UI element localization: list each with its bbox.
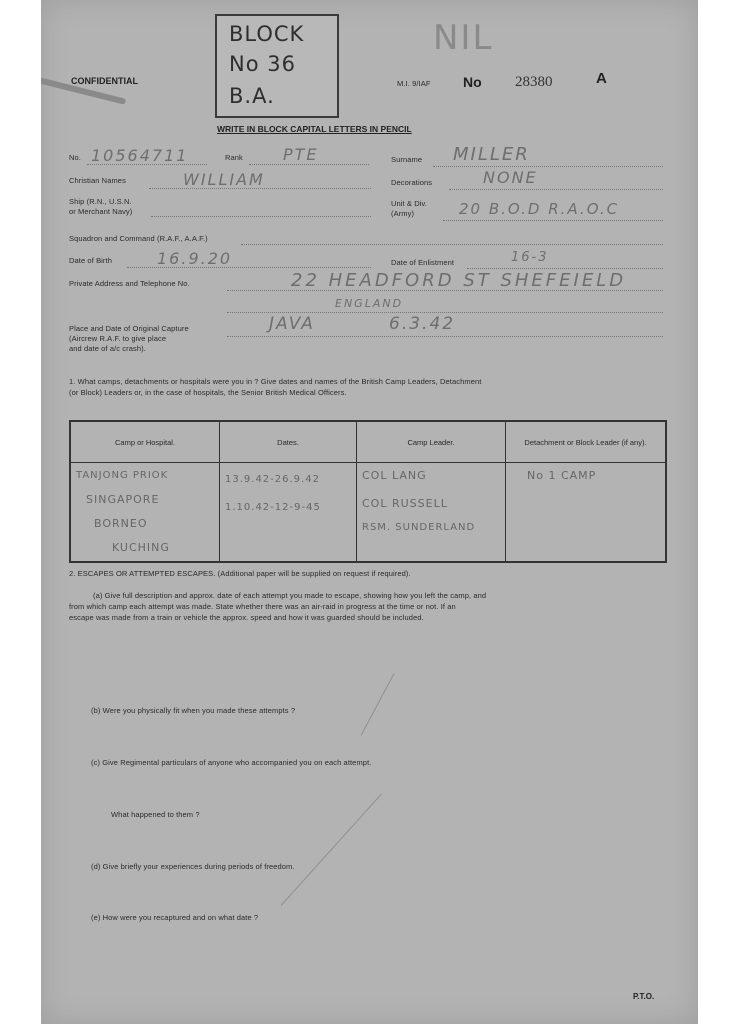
service-number-value: 10564711 — [91, 146, 189, 165]
stamp-line-3: B.A. — [229, 84, 275, 108]
question-2a-line2: from which camp each attempt was made. State whether there was an air-raid in progress at the time or not. If an — [69, 602, 456, 611]
rank-value: PTE — [283, 145, 319, 164]
ship-label-2: or Merchant Navy) — [69, 207, 133, 216]
question-1-line2: (or Block) Leaders or, in the case of hospitals, the Senior British Medical Officers. — [69, 388, 347, 397]
pencil-stroke — [281, 794, 382, 906]
squadron-label: Squadron and Command (R.A.F., A.A.F.) — [69, 234, 208, 243]
capture-label-3: and date of a/c crash). — [69, 344, 146, 353]
capture-label-1: Place and Date of Original Capture — [69, 324, 189, 333]
pencil-stroke — [361, 673, 395, 735]
pencil-instruction: WRITE IN BLOCK CAPITAL LETTERS IN PENCIL — [217, 124, 412, 134]
header-camp: Camp or Hospital. — [70, 421, 220, 463]
address-value-line1: 22 HEADFORD ST SHEFEIELD — [291, 270, 627, 291]
address-label: Private Address and Telephone No. — [69, 279, 190, 288]
camp-table — [69, 420, 667, 563]
question-2-heading: 2. ESCAPES OR ATTEMPTED ESCAPES. (Additional paper will be supplied on request if required). — [69, 569, 411, 578]
question-2c: (c) Give Regimental particulars of anyone who accompanied you on each attempt. — [91, 758, 372, 767]
camp-cell: TANJONG PRIOK SINGAPORE BORNEO KUCHING — [70, 463, 220, 563]
question-2c-sub: What happened to them ? — [111, 810, 200, 819]
stamp-line-1: BLOCK — [229, 22, 305, 46]
header-dates: Dates. — [220, 421, 357, 463]
leader-cell: COL LANG COL RUSSELL RSM. SUNDERLAND — [357, 463, 506, 563]
surname-value: MILLER — [453, 144, 530, 165]
classification-label: CONFIDENTIAL — [71, 76, 138, 86]
dates-cell: 13.9.42-26.9.42 1.10.42-12-9-45 — [220, 463, 357, 563]
form-series: A — [596, 70, 607, 87]
form-number: 28380 — [515, 74, 553, 90]
stamp-line-2: No 36 — [229, 52, 296, 76]
christian-names-value: WILLIAM — [183, 170, 265, 189]
question-2e: (e) How were you recaptured and on what date ? — [91, 913, 259, 922]
pto-label: P.T.O. — [633, 992, 655, 1001]
date-of-birth-value: 16.9.20 — [157, 249, 233, 268]
form-reference: M.I. 9/IAF — [397, 79, 431, 88]
nil-mark: NIL — [433, 18, 494, 58]
unit-value: 20 B.O.D R.A.O.C — [459, 200, 620, 218]
camp-table-row — [70, 463, 666, 563]
address-value-line2: ENGLAND — [335, 297, 404, 310]
question-2d: (d) Give briefly your experiences during periods of freedom. — [91, 862, 295, 871]
camp-table-header-row — [70, 421, 666, 463]
question-1-line1: 1. What camps, detachments or hospitals were you in ? Give dates and names of the British Camp Leaders, Detachment — [69, 377, 482, 386]
enlistment-label: Date of Enlistment — [391, 258, 455, 267]
question-2a-line3: escape was made from a train or vehicle the approx. speed and how it was guarded should be included. — [69, 613, 424, 622]
date-of-birth-label: Date of Birth — [69, 256, 112, 265]
header-camp-leader: Camp Leader. — [357, 421, 506, 463]
unit-label-2: (Army) — [391, 209, 415, 218]
header-detachment-leader: Detachment or Block Leader (if any). — [506, 421, 667, 463]
capture-label-2: (Aircrew R.A.F. to give place — [69, 334, 167, 343]
question-2a-line1: (a) Give full description and approx. date of each attempt you made to escape, showing how you left the camp, and — [93, 591, 487, 600]
decorations-value: NONE — [483, 168, 538, 187]
enlistment-value: 16-3 — [511, 250, 549, 265]
christian-names-label: Christian Names — [69, 176, 126, 185]
question-2b: (b) Were you physically fit when you made these attempts ? — [91, 706, 296, 715]
surname-label: Surname — [391, 155, 423, 164]
service-number-label: No. — [69, 153, 81, 162]
capture-place: JAVA — [269, 314, 315, 334]
detachment-cell: No 1 CAMP — [506, 463, 667, 563]
ship-label-1: Ship (R.N., U.S.N. — [69, 197, 132, 206]
number-label: No — [463, 74, 482, 90]
form-sheet — [41, 0, 698, 1024]
unit-label-1: Unit & Div. — [391, 199, 427, 208]
capture-date: 6.3.42 — [389, 314, 456, 334]
block-stamp — [215, 14, 339, 118]
decorations-label: Decorations — [391, 178, 433, 187]
rank-label: Rank — [225, 153, 243, 162]
